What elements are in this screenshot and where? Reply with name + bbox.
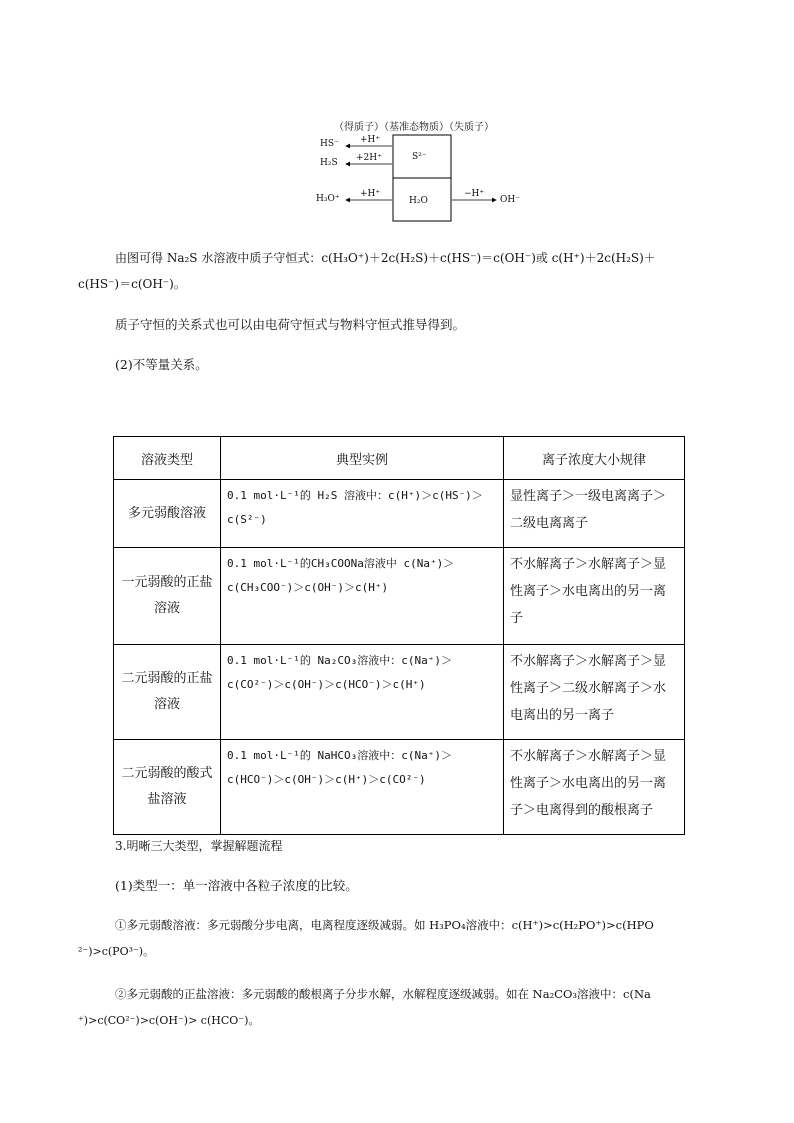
section3-heading: 3.明晰三大类型，掌握解题流程 [115,839,283,853]
item2-line1: ②多元弱酸的正盐溶液：多元弱酸的酸根离子分步水解，水解程度逐级减弱。如在 Na₂CO₃溶液中：c(Na [115,987,651,1001]
item1-line1: ①多元弱酸溶液：多元弱酸分步电离，电离程度逐级减弱。如 H₃PO₄溶液中：c(H⁺)>c(H₂PO⁺)>c(HPO [115,918,654,932]
species-oh: OH⁻ [500,195,520,205]
cell-example: 0.1 mol·L⁻¹的 H₂S 溶液中：c(H⁺)＞c(HS⁻)＞c(S²⁻) [221,480,504,548]
cell-type: 二元弱酸的酸式盐溶液 [114,740,221,835]
species-hs: HS⁻ [320,139,339,149]
cell-example: 0.1 mol·L⁻¹的CH₃COONa溶液中 c(Na⁺)＞c(CH₃COO⁻)＞c(OH⁻)＞c(H⁺) [221,548,504,645]
diagram-svg [310,132,530,222]
para1-line1: 由图可得 Na₂S 水溶液中质子守恒式：c(H₃O⁺)＋2c(H₂S)＋c(HS⁻)＝c(OH⁻)或 c(H⁺)＋2c(H₂S)＋ [115,251,656,265]
diagram-header: （得质子）（基准态物质）（失质子） [334,122,494,133]
cell-rule: 显性离子＞一级电离离子＞二级电离离子 [504,480,685,548]
sub1: (1)类型一：单一溶液中各粒子浓度的比较。 [115,878,358,893]
table-row [114,645,685,740]
cell-type: 二元弱酸的正盐溶液 [114,645,221,740]
box-bottom-label: H₂O [409,196,428,206]
table-row [114,548,685,645]
table-row [114,480,685,548]
arrow-label-1: +H⁺ [360,135,381,145]
table-header: 离子浓度大小规律 [504,437,685,480]
ion-concentration-table [113,436,685,835]
item1-line2: ²⁻)>c(PO³⁻)。 [78,945,155,958]
para2: 质子守恒的关系式也可以由电荷守恒式与物料守恒式推导得到。 [115,317,466,332]
species-h3o: H₃O⁺ [316,194,340,204]
right-arrow-label: −H⁺ [464,189,485,199]
table-header: 典型实例 [221,437,504,480]
arrow-label-2: +2H⁺ [356,153,382,163]
cell-rule: 不水解离子＞水解离子＞显性离子＞水电离出的另一离子＞电离得到的酸根离子 [504,740,685,835]
cell-type: 一元弱酸的正盐溶液 [114,548,221,645]
item2-line2: ⁺)>c(CO²⁻)>c(OH⁻)> c(HCO⁻)。 [78,1014,260,1027]
table-header: 溶液类型 [114,437,221,480]
cell-rule: 不水解离子＞水解离子＞显性离子＞二级水解离子＞水电离出的另一离子 [504,645,685,740]
table-row [114,740,685,835]
cell-example: 0.1 mol·L⁻¹的 NaHCO₃溶液中：c(Na⁺)＞c(HCO⁻)＞c(OH⁻)＞c(H⁺)＞c(CO²⁻) [221,740,504,835]
para1-line2: c(HS⁻)＝c(OH⁻)。 [78,277,186,291]
table-header-row [114,437,685,480]
box-top-label: S²⁻ [412,152,427,162]
para3: (2)不等量关系。 [115,357,208,372]
cell-type: 多元弱酸溶液 [114,480,221,548]
cell-example: 0.1 mol·L⁻¹的 Na₂CO₃溶液中：c(Na⁺)＞c(CO²⁻)＞c(OH⁻)＞c(HCO⁻)＞c(H⁺) [221,645,504,740]
species-h2s: H₂S [320,158,338,168]
arrow-label-3: +H⁺ [360,189,381,199]
cell-rule: 不水解离子＞水解离子＞显性离子＞水电离出的另一离子 [504,548,685,645]
